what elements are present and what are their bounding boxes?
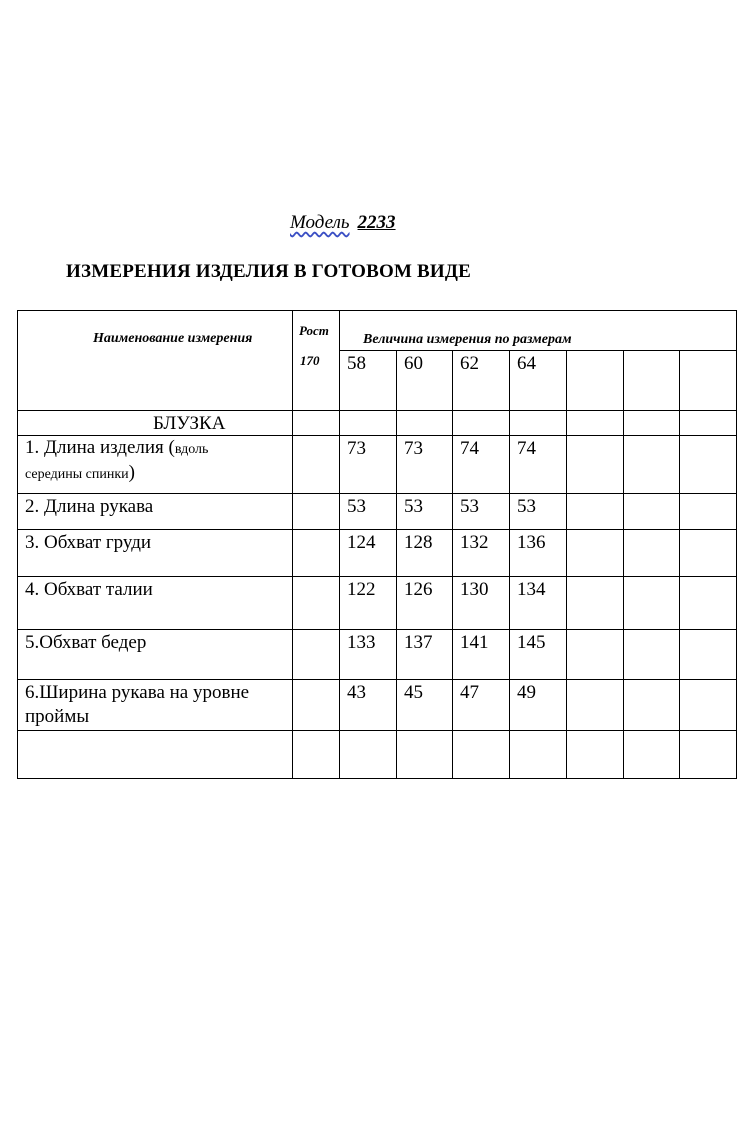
table-col-rule: [566, 350, 567, 779]
table-rule: [17, 576, 737, 577]
value-cell: 141: [460, 632, 489, 653]
header-name-column: Наименование измерения: [93, 331, 253, 346]
size-header-cell: 62: [460, 353, 479, 374]
value-cell: 128: [404, 532, 433, 553]
value-cell: 43: [347, 682, 366, 703]
table-col-rule: [679, 350, 680, 779]
value-cell: 145: [517, 632, 546, 653]
value-cell: 53: [347, 496, 366, 517]
table-border-right: [736, 310, 737, 779]
value-cell: 45: [404, 682, 423, 703]
row-name: 6.Ширина рукава на уровне: [25, 682, 250, 703]
value-cell: 132: [460, 532, 489, 553]
row-name: 4. Обхват талии: [25, 579, 153, 600]
table-border-left: [17, 310, 18, 779]
value-cell: 47: [460, 682, 479, 703]
value-cell: 73: [347, 438, 366, 459]
size-header-cell: 60: [404, 353, 423, 374]
table-col-rule: [623, 350, 624, 779]
table-border-top: [17, 310, 737, 311]
value-cell: 53: [460, 496, 479, 517]
value-cell: 134: [517, 579, 546, 600]
value-cell: 74: [517, 438, 536, 459]
value-cell: 133: [347, 632, 376, 653]
table-rule: [339, 350, 737, 351]
value-cell: 124: [347, 532, 376, 553]
model-label: Модель: [290, 212, 350, 233]
row-name: 2. Длина рукава: [25, 496, 154, 517]
table-col-rule: [339, 310, 340, 779]
row-name: 5.Обхват бедер: [25, 632, 147, 653]
value-cell: 137: [404, 632, 433, 653]
header-height-label: Рост: [299, 323, 329, 338]
section-label: БЛУЗКА: [153, 413, 226, 434]
value-cell: 122: [347, 579, 376, 600]
row-name-paren: ): [128, 462, 135, 483]
value-cell: 53: [404, 496, 423, 517]
page-title: ИЗМЕРЕНИЯ ИЗДЕЛИЯ В ГОТОВОМ ВИДЕ: [66, 261, 472, 282]
table-rule: [17, 679, 737, 680]
value-cell: 73: [404, 438, 423, 459]
table-border-bottom: [17, 778, 737, 779]
size-header-cell: 58: [347, 353, 366, 374]
row-name-line2: [25, 463, 135, 484]
table-col-rule: [396, 350, 397, 779]
table-col-rule: [452, 350, 453, 779]
value-cell: 136: [517, 532, 546, 553]
row-name-text: 1. Длина изделия (: [25, 437, 175, 458]
row-name-note: вдоль: [174, 442, 209, 457]
row-name: [25, 438, 208, 459]
header-sizes-label: Величина измерения по размерам: [363, 332, 572, 347]
table-rule: [17, 435, 737, 436]
value-cell: 126: [404, 579, 433, 600]
table-col-rule: [292, 310, 293, 779]
model-number: 2233: [357, 212, 396, 233]
table-rule: [17, 493, 737, 494]
value-cell: 130: [460, 579, 489, 600]
header-height-value: 170: [300, 353, 320, 368]
table-rule: [17, 410, 737, 411]
table-rule: [17, 730, 737, 731]
row-name: 3. Обхват груди: [25, 532, 152, 553]
table-rule: [17, 629, 737, 630]
value-cell: 53: [517, 496, 536, 517]
size-header-cell: 64: [517, 353, 536, 374]
table-col-rule: [509, 350, 510, 779]
value-cell: 74: [460, 438, 479, 459]
value-cell: 49: [517, 682, 536, 703]
table-rule: [17, 529, 737, 530]
row-name-line2: проймы: [25, 706, 90, 727]
row-name-note: середины спинки: [25, 467, 129, 482]
